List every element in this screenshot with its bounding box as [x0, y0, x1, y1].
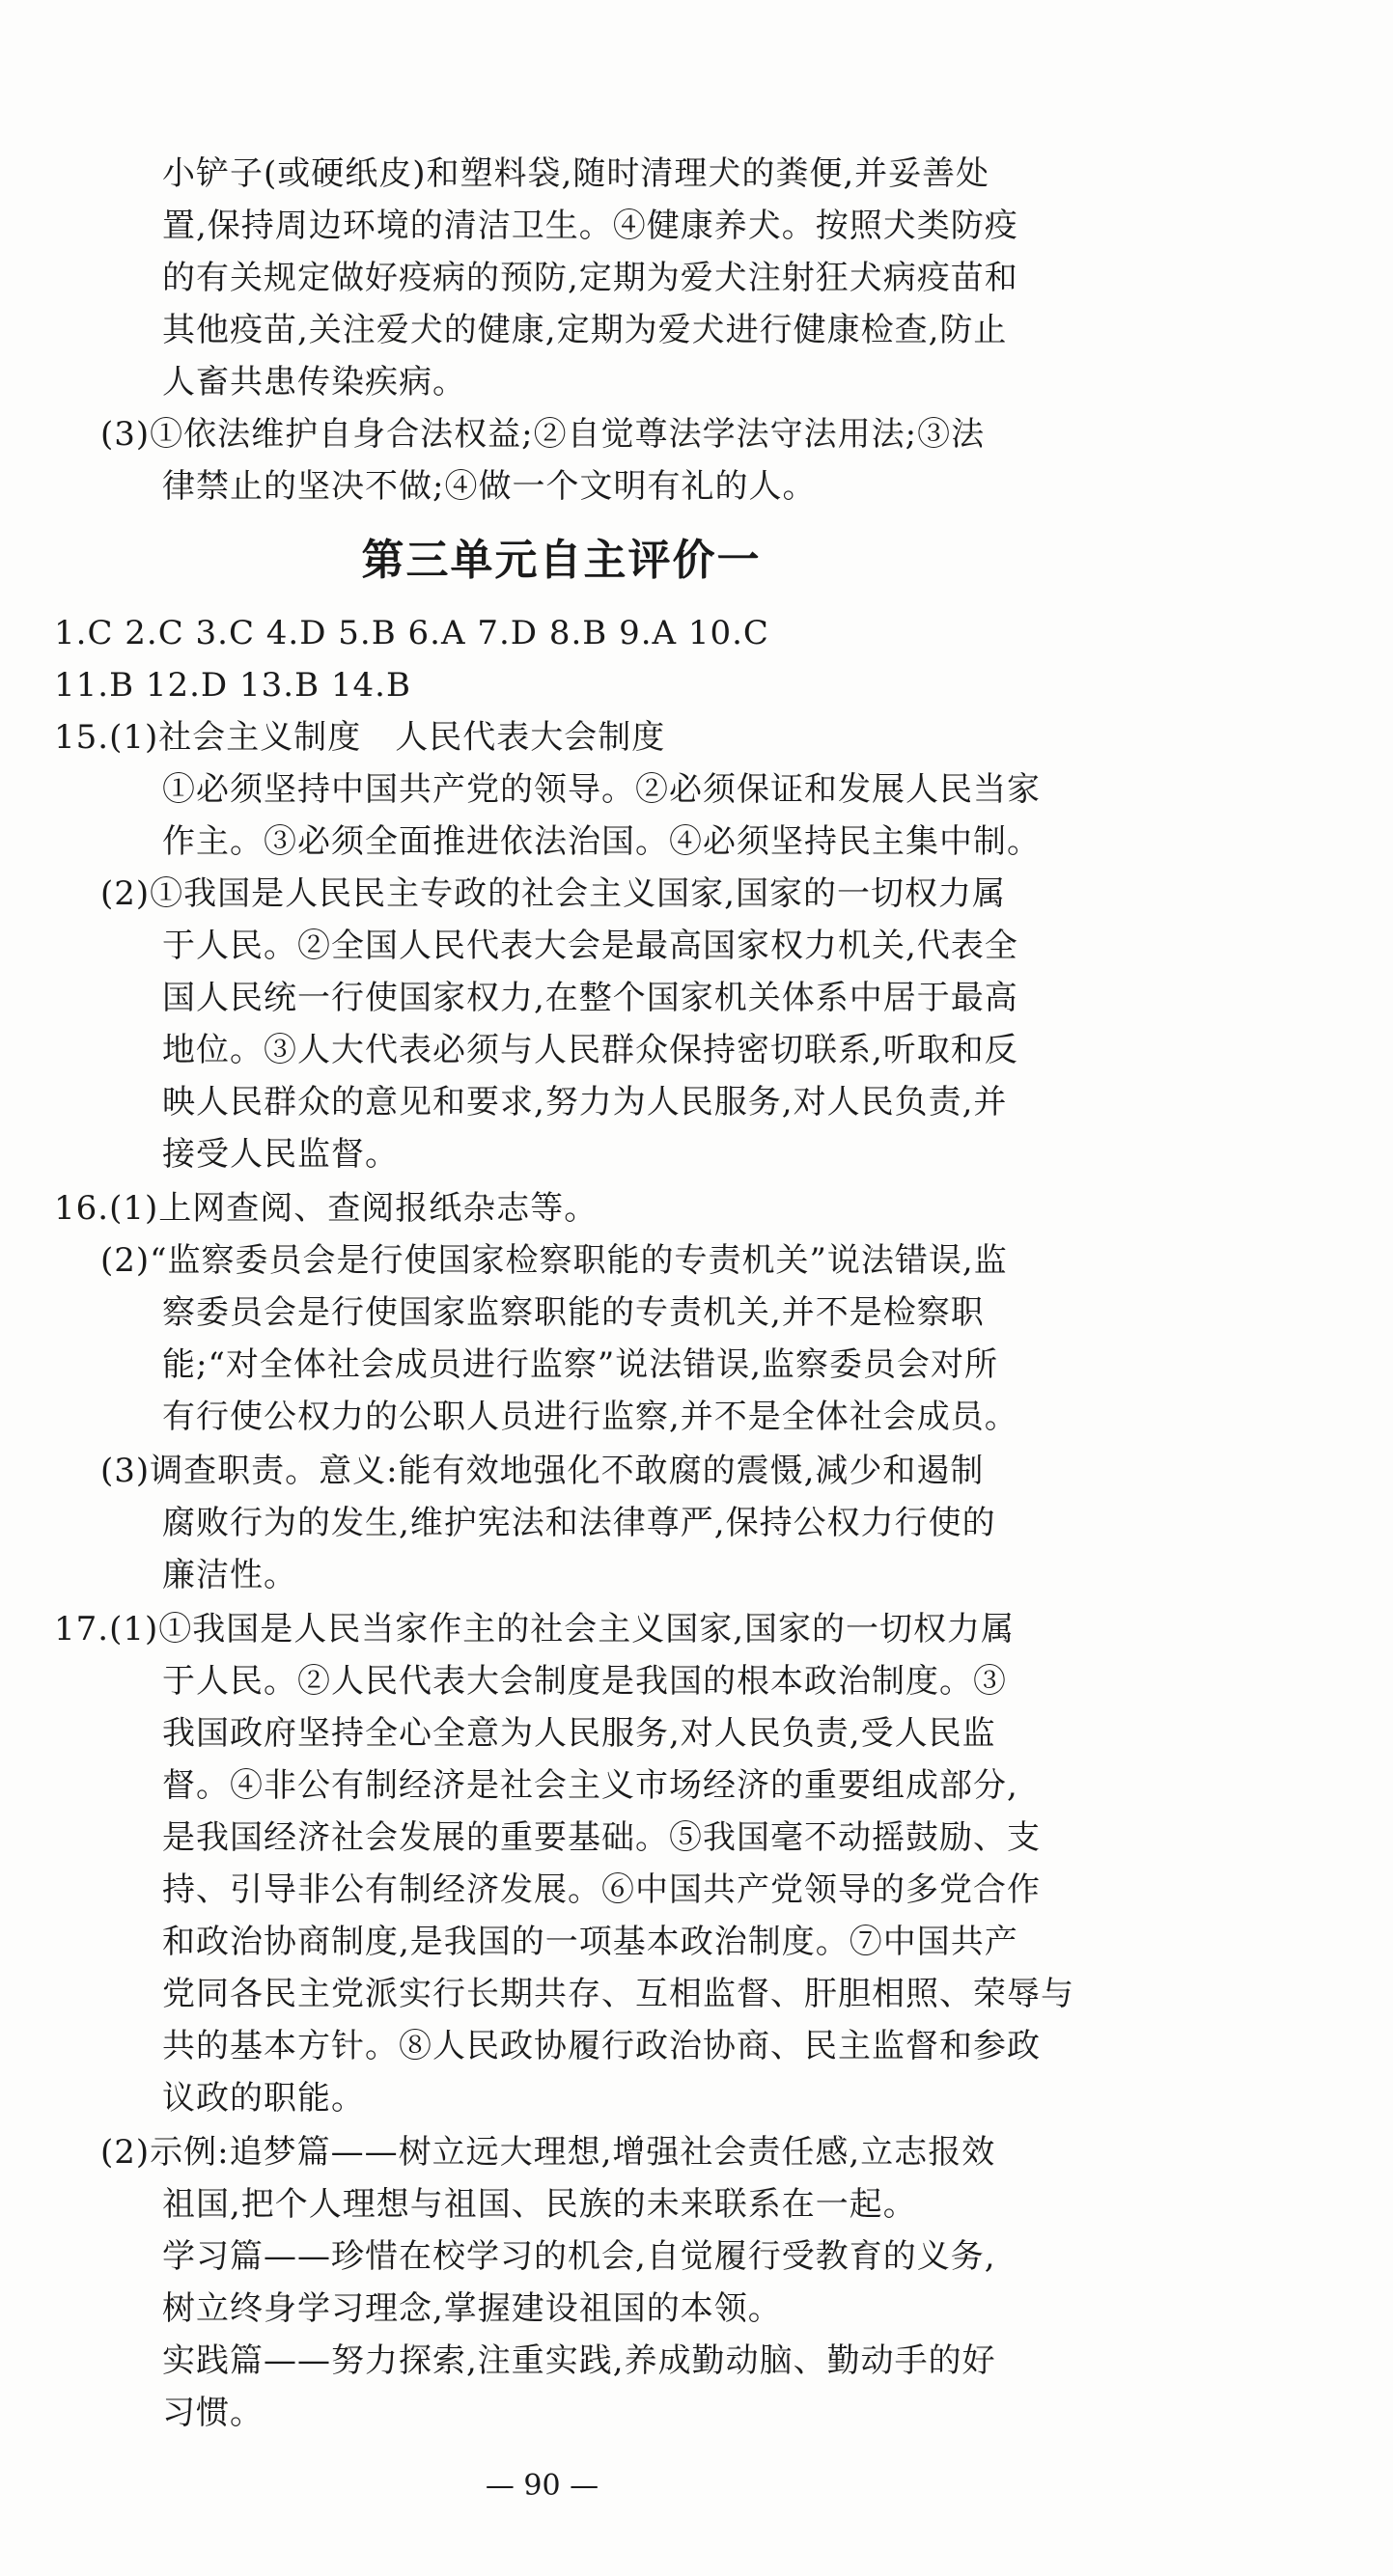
text-line: 于人民。②人民代表大会制度是我国的根本政治制度。③ [162, 1662, 1007, 1701]
text-line: 是我国经济社会发展的重要基础。⑤我国毫不动摇鼓励、支 [162, 1818, 1041, 1857]
text-line: 廉洁性。 [162, 1556, 297, 1594]
text-line: 作主。③必须全面推进依法治国。④必须坚持民主集中制。 [162, 822, 1041, 861]
text-line: (3)①依法维护自身合法权益;②自觉尊法学法守法用法;③法 [100, 415, 986, 454]
section-title [0, 537, 1393, 585]
text-line: 持、引导非公有制经济发展。⑥中国共产党领导的多党合作 [162, 1870, 1041, 1909]
text-line: (2)示例:追梦篇——树立远大理想,增强社会责任感,立志报效 [100, 2133, 996, 2172]
text-line: 党同各民主党派实行长期共存、互相监督、肝胆相照、荣辱与 [162, 1975, 1074, 2013]
text-line: 祖国,把个人理想与祖国、民族的未来联系在一起。 [162, 2185, 917, 2224]
text-line: 15.(1)社会主义制度 人民代表大会制度 [54, 718, 666, 757]
text-line: 议政的职能。 [162, 2079, 365, 2118]
page-number-text: — 90 — [485, 2469, 599, 2503]
text-line: 腐败行为的发生,维护宪法和法律尊严,保持公权力行使的 [162, 1504, 996, 1542]
text-line: 督。④非公有制经济是社会主义市场经济的重要组成部分, [162, 1766, 1018, 1805]
text-line: (2)“监察委员会是行使国家检察职能的专责机关”说法错误,监 [100, 1241, 1008, 1280]
text-line: (3)调查职责。意义:能有效地强化不敢腐的震慑,减少和遏制 [100, 1452, 985, 1490]
text-line: (2)①我国是人民民主专政的社会主义国家,国家的一切权力属 [100, 874, 1006, 913]
text-line: 接受人民监督。 [162, 1135, 399, 1174]
text-line: 小铲子(或硬纸皮)和塑料袋,随时清理犬的粪便,并妥善处 [162, 154, 990, 193]
answer-line: 11.B 12.D 13.B 14.B [54, 666, 411, 705]
text-line: 于人民。②全国人民代表大会是最高国家权力机关,代表全 [162, 927, 1018, 965]
text-line: 有行使公权力的公职人员进行监察,并不是全体社会成员。 [162, 1398, 1018, 1436]
text-line: 人畜共患传染疾病。 [162, 363, 466, 402]
text-line: 学习篇——珍惜在校学习的机会,自觉履行受教育的义务, [162, 2237, 996, 2276]
page-number [0, 2469, 1393, 2504]
text-line: 察委员会是行使国家监察职能的专责机关,并不是检察职 [162, 1293, 985, 1332]
text-line: 共的基本方针。⑧人民政协履行政治协商、民主监督和参政 [162, 2027, 1041, 2065]
text-line: 树立终身学习理念,掌握建设祖国的本领。 [162, 2289, 782, 2328]
text-line: 我国政府坚持全心全意为人民服务,对人民负责,受人民监 [162, 1714, 996, 1753]
text-line: 的有关规定做好疫病的预防,定期为爱犬注射狂犬病疫苗和 [162, 259, 1018, 297]
text-line: 和政治协商制度,是我国的一项基本政治制度。⑦中国共产 [162, 1923, 1018, 1961]
text-line: 地位。③人大代表必须与人民群众保持密切联系,听取和反 [162, 1031, 1018, 1069]
text-line: ①必须坚持中国共产党的领导。②必须保证和发展人民当家 [162, 770, 1041, 809]
text-line: 映人民群众的意见和要求,努力为人民服务,对人民负责,并 [162, 1083, 1008, 1122]
answer-line: 1.C 2.C 3.C 4.D 5.B 6.A 7.D 8.B 9.A 10.C [54, 614, 769, 652]
text-line: 其他疫苗,关注爱犬的健康,定期为爱犬进行健康检查,防止 [162, 311, 1008, 349]
text-line: 能;“对全体社会成员进行监察”说法错误,监察委员会对所 [162, 1345, 999, 1384]
text-line: 实践篇——努力探索,注重实践,养成勤动脑、勤动手的好 [162, 2341, 996, 2380]
text-line: 国人民统一行使国家权力,在整个国家机关体系中居于最高 [162, 979, 1018, 1017]
text-line: 律禁止的坚决不做;④做一个文明有礼的人。 [162, 467, 817, 506]
text-line: 置,保持周边环境的清洁卫生。④健康养犬。按照犬类防疫 [162, 207, 1018, 245]
text-line: 17.(1)①我国是人民当家作主的社会主义国家,国家的一切权力属 [54, 1610, 1016, 1648]
section-title-text: 第三单元自主评价一 [361, 536, 762, 585]
text-line: 16.(1)上网查阅、查阅报纸杂志等。 [54, 1189, 599, 1228]
text-line: 习惯。 [162, 2394, 264, 2432]
